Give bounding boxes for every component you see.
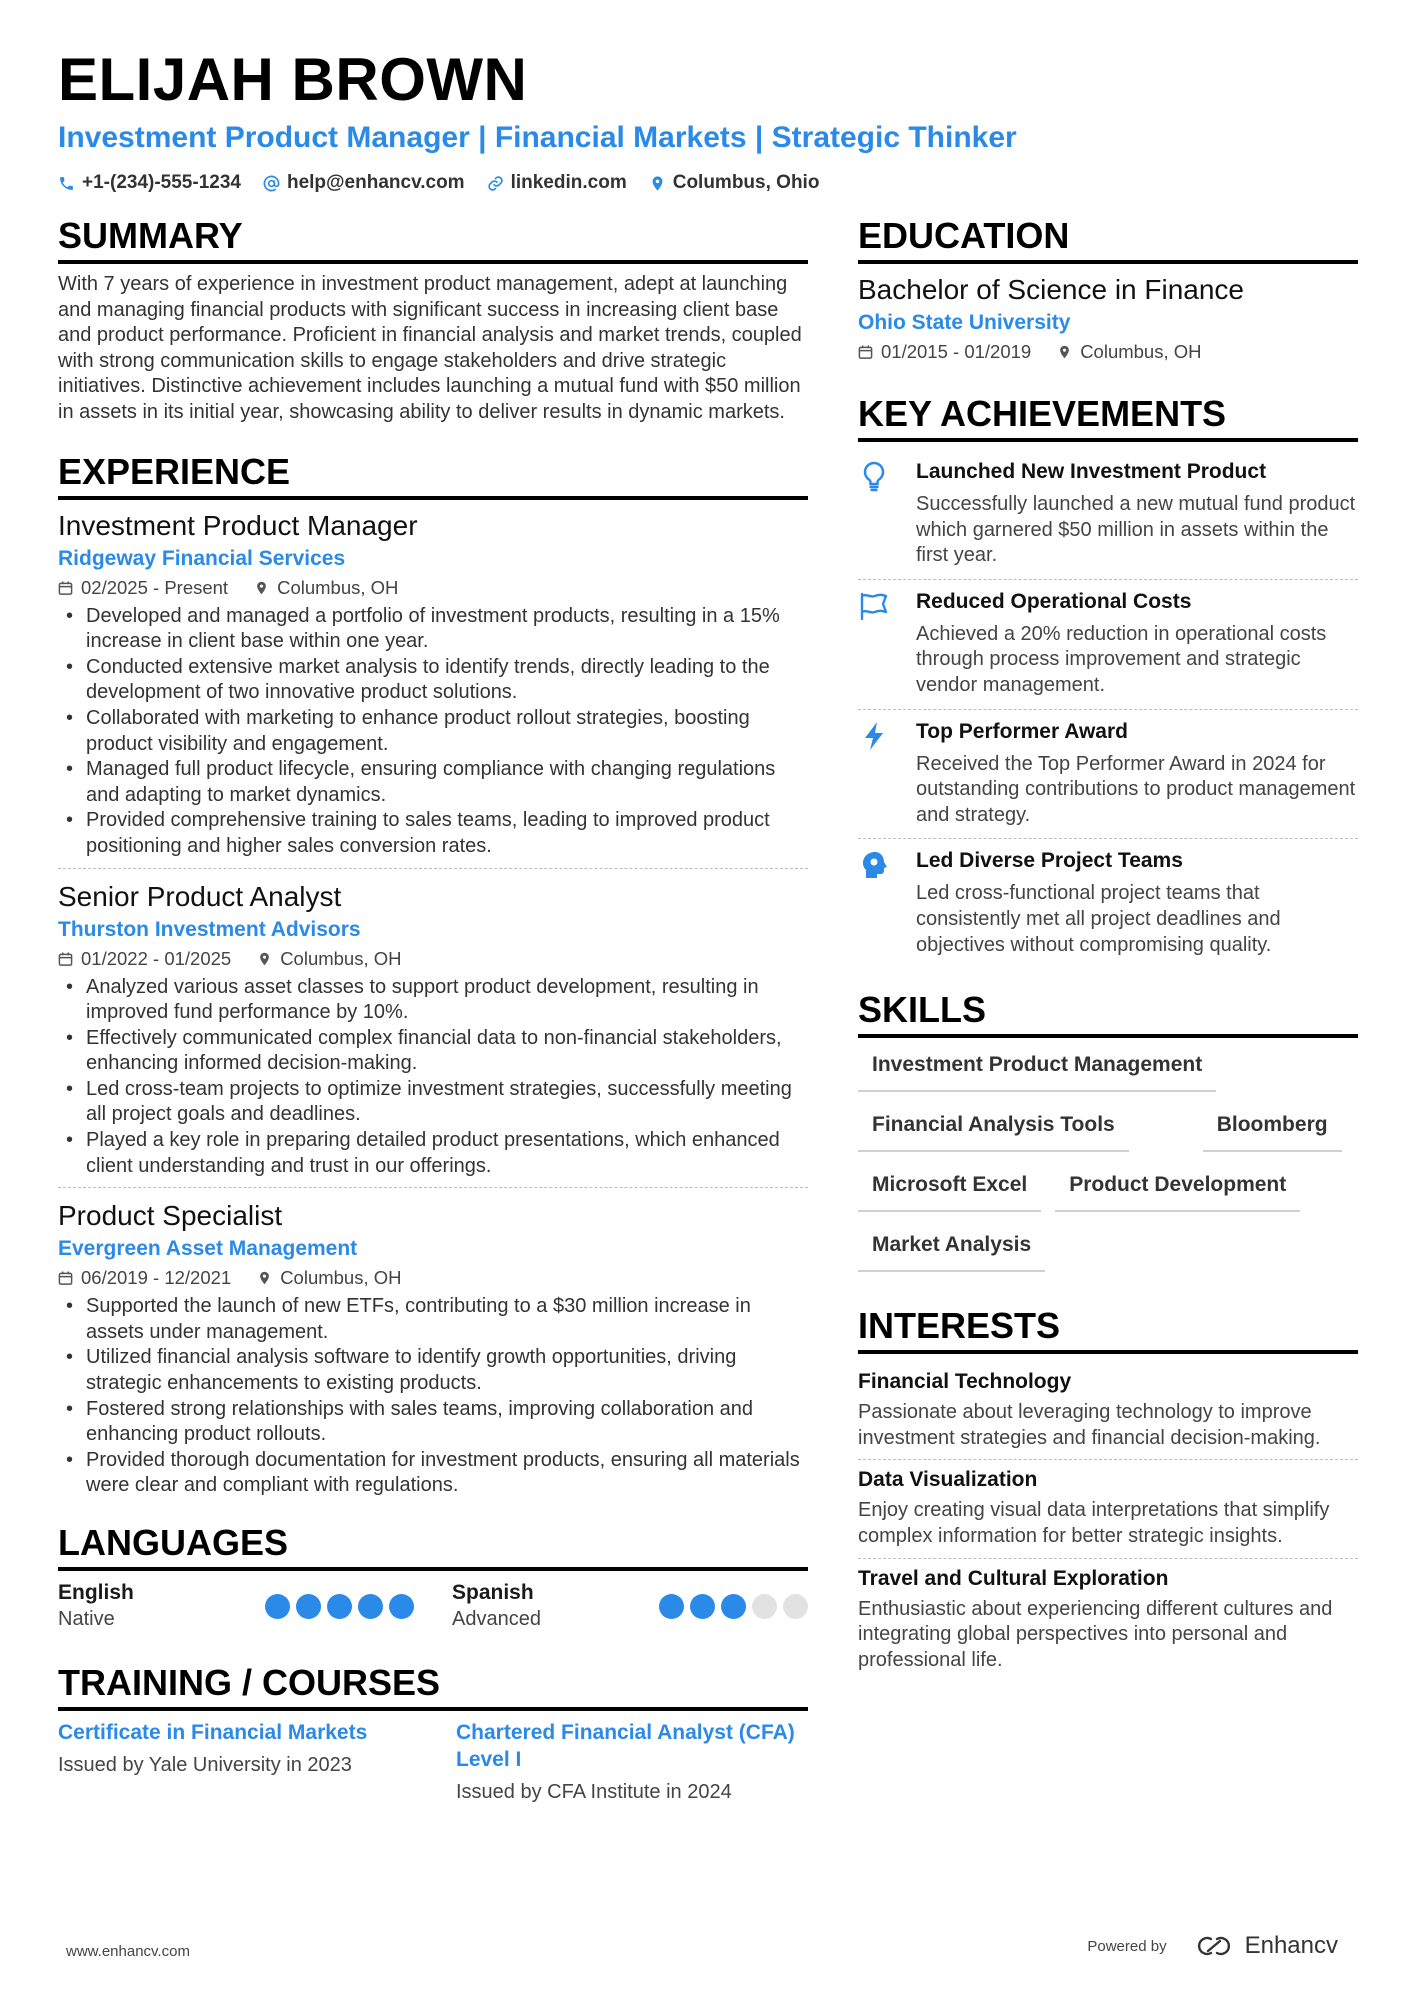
job-entry <box>58 1198 808 1507</box>
job-bullet: • Led cross-team projects to optimize investment strategies, successfully meeting all project goals and deadlines. <box>58 1077 808 1128</box>
job-bullet: • Analyzed various asset classes to support product development, resulting in improved fund performance by 10%. <box>58 975 808 1026</box>
course-item <box>58 1719 410 1806</box>
skill-tag: Financial Analysis Tools <box>858 1110 1129 1152</box>
summary-section <box>58 214 808 426</box>
achievement-title: Launched New Investment Product <box>916 460 1267 483</box>
achievement-item <box>858 580 1358 710</box>
map-pin-icon <box>649 175 666 192</box>
map-pin-icon <box>257 1270 272 1286</box>
section-title-achievements: KEY ACHIEVEMENTS <box>858 392 1358 442</box>
section-title-education: EDUCATION <box>858 214 1358 264</box>
calendar-icon <box>858 344 873 360</box>
lightning-icon <box>858 720 890 752</box>
resume-header <box>58 44 1358 194</box>
language-name: English <box>58 1581 134 1604</box>
job-bullet: • Played a key role in preparing detailed product presentations, which enhanced client understanding and trust in our offerings. <box>58 1128 808 1179</box>
course-title: Certificate in Financial Markets <box>58 1721 368 1744</box>
education-location <box>1057 338 1201 366</box>
achievement-title: Led Diverse Project Teams <box>916 849 1183 873</box>
interest-desc: Enthusiastic about experiencing different cultures and integrating global perspectives into personal and professional life. <box>858 1597 1333 1671</box>
job-bullets <box>58 604 808 860</box>
rating-dot-filled <box>389 1594 414 1619</box>
interest-desc: Enjoy creating visual data interpretations that simplify complex information for better strategic insights. <box>858 1499 1330 1547</box>
section-title-experience: EXPERIENCE <box>58 450 808 500</box>
language-level: Native <box>58 1608 115 1630</box>
job-company: Thurston Investment Advisors <box>58 917 361 941</box>
section-title-languages: LANGUAGES <box>58 1521 808 1571</box>
education-meta <box>858 338 1358 366</box>
candidate-name: ELIJAH BROWN <box>58 46 528 113</box>
phone-icon <box>58 175 75 192</box>
contact-bar <box>58 172 1358 194</box>
skill-tag: Investment Product Management <box>858 1050 1216 1092</box>
section-title-skills: SKILLS <box>858 988 1358 1038</box>
achievements-section <box>858 392 1358 968</box>
achievement-item <box>858 839 1358 968</box>
job-bullet: • Developed and managed a portfolio of investment products, resulting in a 15% increase in client base within one year. <box>58 604 808 655</box>
skill-tag: Product Development <box>1055 1170 1300 1212</box>
interest-title: Travel and Cultural Exploration <box>858 1566 1169 1590</box>
contact-phone[interactable] <box>58 172 241 194</box>
interests-section <box>858 1304 1358 1681</box>
skill-tag: Microsoft Excel <box>858 1170 1041 1212</box>
map-pin-icon <box>257 951 272 967</box>
job-bullet: • Managed full product lifecycle, ensuring compliance with changing regulations and adapting to market dynamics. <box>58 757 808 808</box>
job-location <box>257 945 401 973</box>
contact-phone-text: +1-(234)-555-1234 <box>82 172 241 193</box>
rating-dot-filled <box>721 1594 746 1619</box>
course-list <box>58 1719 808 1806</box>
enhancv-logo-text: Enhancv <box>1244 1932 1338 1959</box>
calendar-icon <box>58 1270 73 1286</box>
flag-icon <box>858 590 890 622</box>
achievement-desc: Received the Top Performer Award in 2024 for outstanding contributions to product management and strategy. <box>916 752 1356 826</box>
education-section <box>858 214 1358 366</box>
course-item <box>456 1719 808 1806</box>
education-school: Ohio State University <box>858 311 1071 334</box>
skills-section <box>858 988 1358 1272</box>
rating-dot-empty <box>752 1594 777 1619</box>
section-title-training: TRAINING / COURSES <box>58 1661 808 1711</box>
job-bullet: • Conducted extensive market analysis to identify trends, directly leading to the development of two innovative product solutions. <box>58 655 808 706</box>
rating-dot-empty <box>783 1594 808 1619</box>
job-bullets <box>58 1294 808 1499</box>
achievement-icon-wrap <box>858 458 894 569</box>
job-bullet: • Fostered strong relationships with sales teams, improving collaboration and enhancing product rollouts. <box>58 1397 808 1448</box>
rating-dot-filled <box>690 1594 715 1619</box>
candidate-tagline: Investment Product Manager | Financial Markets | Strategic Thinker <box>58 121 1017 154</box>
job-bullets <box>58 975 808 1180</box>
job-meta <box>58 1264 808 1292</box>
job-dates-text: 02/2025 - Present <box>81 576 229 598</box>
job-meta <box>58 945 808 973</box>
achievement-item <box>858 450 1358 580</box>
education-dates-text: 01/2015 - 01/2019 <box>881 341 1032 362</box>
calendar-icon <box>58 951 73 967</box>
language-name: Spanish <box>452 1581 534 1604</box>
job-entry <box>58 508 808 869</box>
rating-dot-filled <box>265 1594 290 1619</box>
job-dates-text: 01/2022 - 01/2025 <box>81 947 232 969</box>
rating-dot-filled <box>358 1594 383 1619</box>
job-entry <box>58 879 808 1189</box>
achievement-desc: Successfully launched a new mutual fund product which garnered $50 million in assets within the first year. <box>916 493 1356 567</box>
language-rating <box>265 1594 414 1619</box>
calendar-icon <box>58 580 73 596</box>
summary-text: With 7 years of experience in investment product management, adept at launching and managing financial products with significant success in increasing client base and product performance. Proficient in financial analysis and market trends, coupled with strong communication skills to engage stakeholders and drive strategic initiatives. Distinctive achievement includes launching a mutual fund with $50 million in assets in its initial year, showcasing ability to deliver results in dynamic markets. <box>58 273 802 423</box>
interest-title: Financial Technology <box>858 1370 1072 1394</box>
job-company: Evergreen Asset Management <box>58 1237 358 1261</box>
contact-email[interactable] <box>263 172 465 194</box>
footer-branding <box>1087 1932 1338 1960</box>
skill-tag: Market Analysis <box>858 1230 1045 1272</box>
languages-section <box>58 1521 808 1633</box>
link-icon <box>487 175 504 192</box>
job-dates <box>58 1264 231 1292</box>
rating-dot-filled <box>327 1594 352 1619</box>
language-list <box>58 1579 808 1633</box>
achievement-item <box>858 710 1358 840</box>
job-title: Product Specialist <box>58 1200 283 1232</box>
skill-tag: Bloomberg <box>1203 1110 1342 1152</box>
job-bullet: • Utilized financial analysis software to identify growth opportunities, driving strategic enhancements to existing products. <box>58 1345 808 1396</box>
interest-item <box>858 1362 1358 1460</box>
language-item <box>58 1579 414 1633</box>
job-dates-text: 06/2019 - 12/2021 <box>81 1267 232 1289</box>
right-column <box>858 214 1358 1681</box>
course-title: Chartered Financial Analyst (CFA) Level I <box>456 1721 795 1771</box>
achievement-icon-wrap <box>858 718 894 829</box>
enhancv-logo[interactable] <box>1191 1932 1338 1960</box>
training-section <box>58 1661 808 1806</box>
contact-location-text: Columbus, Ohio <box>672 172 820 193</box>
achievement-icon-wrap <box>858 588 894 699</box>
contact-linkedin[interactable] <box>487 172 627 194</box>
language-level: Advanced <box>452 1608 541 1630</box>
job-dates <box>58 945 231 973</box>
interest-item <box>858 1559 1358 1682</box>
interest-desc: Passionate about leveraging technology to improve investment strategies and financial decision-making. <box>858 1401 1321 1449</box>
head-icon <box>858 849 890 881</box>
education-degree: Bachelor of Science in Finance <box>858 274 1244 305</box>
section-title-interests: INTERESTS <box>858 1304 1358 1354</box>
footer-website[interactable]: www.enhancv.com <box>66 1943 190 1960</box>
achievement-title: Reduced Operational Costs <box>916 589 1192 613</box>
job-title: Investment Product Manager <box>58 509 418 541</box>
at-sign-icon <box>263 175 280 192</box>
job-location <box>257 1264 401 1292</box>
education-location-text: Columbus, OH <box>1080 341 1202 362</box>
language-item <box>452 1579 808 1633</box>
contact-linkedin-text: linkedin.com <box>510 172 627 193</box>
language-rating <box>659 1594 808 1619</box>
job-location-text: Columbus, OH <box>280 947 402 969</box>
education-dates <box>858 338 1031 366</box>
job-company: Ridgeway Financial Services <box>58 546 346 570</box>
contact-email-text: help@enhancv.com <box>286 172 465 193</box>
contact-location <box>649 172 820 194</box>
rating-dot-filled <box>296 1594 321 1619</box>
job-location-text: Columbus, OH <box>280 1267 402 1289</box>
powered-by-label: Powered by <box>1087 1937 1167 1955</box>
rating-dot-filled <box>659 1594 684 1619</box>
experience-section <box>58 450 808 1507</box>
achievement-title: Top Performer Award <box>916 719 1128 743</box>
section-title-summary: SUMMARY <box>58 214 808 264</box>
lightbulb-icon <box>858 460 890 492</box>
job-bullet: • Supported the launch of new ETFs, contributing to a $30 million increase in assets under management. <box>58 1294 808 1345</box>
left-column <box>58 214 808 1806</box>
map-pin-icon <box>254 580 269 596</box>
achievement-icon-wrap <box>858 847 894 958</box>
job-location-text: Columbus, OH <box>277 576 399 598</box>
interest-title: Data Visualization <box>858 1468 1038 1492</box>
interest-item <box>858 1460 1358 1558</box>
skill-list <box>858 1050 1358 1272</box>
job-location <box>254 574 398 602</box>
achievement-desc: Achieved a 20% reduction in operational costs through process improvement and strategic vendor management. <box>916 622 1327 696</box>
job-title: Senior Product Analyst <box>58 880 342 912</box>
achievement-desc: Led cross-functional project teams that consistently met all project deadlines and objectives without compromising quality. <box>916 882 1281 956</box>
map-pin-icon <box>1057 344 1072 360</box>
job-dates <box>58 574 228 602</box>
job-bullet: • Effectively communicated complex financial data to non-financial stakeholders, enhancing informed decision-making. <box>58 1026 808 1077</box>
course-issuer: Issued by Yale University in 2023 <box>58 1754 352 1776</box>
job-bullet: • Provided thorough documentation for investment products, ensuring all materials were clear and compliant with regulations. <box>58 1448 808 1499</box>
course-issuer: Issued by CFA Institute in 2024 <box>456 1781 732 1803</box>
job-bullet: • Collaborated with marketing to enhance product rollout strategies, boosting product visibility and engagement. <box>58 706 808 757</box>
job-meta <box>58 574 808 602</box>
job-bullet: • Provided comprehensive training to sales teams, leading to improved product positioning and higher sales conversion rates. <box>58 808 808 859</box>
enhancv-logo-icon <box>1191 1933 1237 1959</box>
